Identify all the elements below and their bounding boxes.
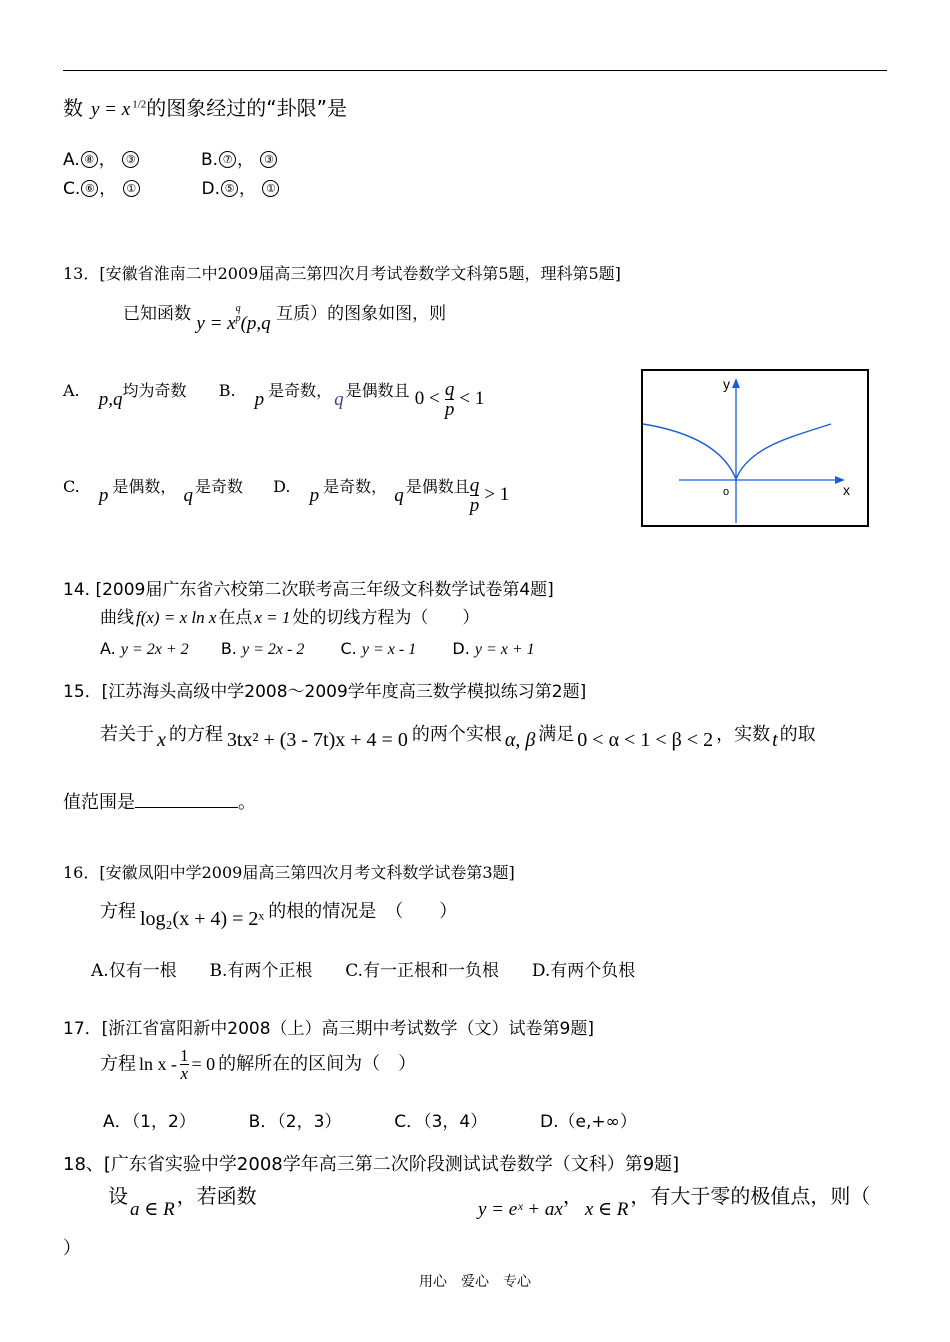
q16-option-b-label: B. [209,961,228,981]
q17-stem-prefix: 方程 [100,1053,136,1075]
q13-option-c-label: C. [63,477,80,496]
q13-option-d-den: p [469,495,480,516]
q12-option-a-label: A. [63,150,80,170]
q14-option-b-expr: y = 2x - 2 [241,641,305,658]
q13-stem-suffix: 互质）的图象如图，则 [276,304,447,324]
q13-graph-frame [642,370,868,526]
q16-stem [100,897,458,930]
q17-option-a-text: （1，2） [131,1112,196,1132]
q17-header: 17．[浙江省富阳新中2008（上）高三期中考试数学（文）试卷第9题] [63,1019,594,1039]
q15-t6: 的取 [779,724,816,745]
q16-option-d[interactable] [532,961,635,981]
q13-option-b-p: p [254,389,265,410]
q18-t2: ，若函数 [176,1184,257,1208]
q14-option-b-label: B. [220,639,237,658]
q16-option-b-text: 有两个正根 [227,961,313,981]
q14-option-d-label: D. [452,639,470,658]
q14-mid: 在点 [218,608,253,628]
q14-options [100,639,535,659]
q15-roots: α, β [504,729,536,751]
q12-options-row1 [63,145,278,170]
q15-t1: 若关于 [100,724,154,745]
q17-option-b-text: （2，3） [277,1112,342,1132]
q13-option-c-d [63,468,510,516]
q15-t: t [772,729,778,751]
q13-option-d-q: q [394,485,404,506]
q17-stem-suffix: 的解所在的区间为（ ） [218,1053,417,1075]
q16-option-b[interactable] [210,961,313,981]
q14-option-a-label: A. [100,639,116,658]
q17-eq-left: ln x - [139,1053,177,1074]
q14-stem-prefix: 曲线 [100,608,134,628]
q12-option-c-mark1: ⑥ [81,180,98,197]
q13-option-c-p: p [98,485,109,506]
q13-option-b-t2: 是偶数且 [345,381,410,400]
q18-stem-right [478,1180,871,1220]
q13-option-d-t2: 是偶数且 [405,477,470,496]
q12-option-a-mark2: ③ [122,151,139,168]
q15-line2-text: 值范围是 [63,792,135,813]
q14-option-b[interactable] [221,639,304,658]
q13-option-d-frac [470,476,480,515]
q13-option-a[interactable] [63,381,187,410]
q14-option-c-label: C. [340,639,357,658]
q13-option-c[interactable] [63,477,243,506]
q13-exponent [236,304,241,324]
q13-option-d[interactable] [273,475,510,516]
q16-option-a-label: A. [91,961,109,981]
q14-header: 14. [2009届广东省六校第二次联考高三年级文科数学试卷第4题] [63,580,554,600]
q14-point: x = 1 [254,608,291,627]
q13-option-a-b [63,372,485,420]
q15-t2: 的方程 [168,724,223,745]
q13-graph-y-label: y [723,376,730,392]
q13-exp-num: q [235,303,241,314]
q12-option-d-mark2: ① [262,180,279,197]
header-rule [63,70,887,71]
q14-stem-suffix: 处的切线方程为（ ） [292,608,480,628]
q14-option-c[interactable] [341,639,417,658]
q18-t3: ，有大于零的极值点，则（ [630,1184,871,1208]
q13-option-d-label: D. [273,477,291,496]
q12-option-c[interactable]: C. ⑥ ， ① [63,179,141,199]
q12-options-row2 [63,174,280,199]
q13-formula: y = x [196,313,236,334]
q12-option-a[interactable]: A. ⑧ ， ③ [63,150,140,170]
q16-option-d-label: D. [531,961,551,981]
q14-option-d-expr: y = x + 1 [474,641,535,658]
q18-domain: x ∈ R [584,1199,629,1220]
q12-option-b[interactable]: B. ⑦ ， ③ [201,150,278,170]
q14-formula: f(x) = x ln x [136,608,217,627]
q16-stem-suffix: 的根的情况是 （ ） [268,901,458,922]
q18-t1: 设 [108,1184,128,1208]
q15-header: 15．[江苏海头高级中学2008～2009学年度高三数学模拟练习第2题] [63,682,587,702]
q16-option-a[interactable] [91,961,177,981]
q14-option-d[interactable] [452,639,534,658]
q12-exponent: 1/2 [132,98,147,111]
q12-stem-prefix: 数 [63,96,83,120]
q17-option-d-label: D. [540,1112,559,1132]
q17-option-d[interactable] [540,1112,637,1132]
q16-option-c[interactable] [345,961,499,981]
q17-option-d-text: （e,+∞） [558,1112,637,1132]
q14-option-a[interactable] [100,639,189,658]
q12-stem-suffix: 的图象经过的“卦限”是 [146,96,347,120]
q13-option-b-t1: 是奇数， [268,381,333,400]
q13-option-b-num: q [444,379,455,400]
q18-separator: ， [562,1184,583,1208]
q15-stem [100,720,816,751]
q13-header: 13．[安徽省淮南二中2009届高三第四次月考试卷数学文科第5题，理科第5题] [63,264,621,283]
q12-option-d-mark1: ⑤ [221,180,238,197]
q14-stem [100,603,479,628]
q13-option-a-pq: p,q [98,389,123,410]
q16-stem-prefix: 方程 [100,901,136,922]
q13-option-d-p: p [309,485,320,506]
page-footer: 用心 爱心 专心 [419,1274,531,1290]
q16-option-d-text: 有两个负根 [550,961,636,981]
q14-option-c-expr: y = x - 1 [361,641,417,658]
q13-stem-prefix: 已知函数 [123,304,191,324]
q17-options [103,1107,637,1132]
q12-option-b-label: B. [200,150,219,170]
q15-condition: 0 < α < 1 < β < 2 [577,729,714,751]
q17-option-c-label: C． [394,1112,424,1132]
q18-function: y = eˣ + ax [478,1199,563,1220]
q15-equation: 3tx² + (3 - 7t)x + 4 = 0 [226,729,408,751]
q18-header-text: 18、[广东省实验中学2008学年高三第二次阶段测试试卷数学（文科）第9题] [63,1154,680,1175]
q13-graph-origin-label: o [723,486,730,498]
q17-frac [180,1047,189,1082]
q15-line2 [63,788,256,814]
q12-stem [63,92,347,121]
q13-formula-suffix: (p,q [240,313,271,334]
q16-header: 16．[安徽凤阳中学2009届高三第四次月考文科数学试卷第3题] [63,863,515,882]
q17-stem [100,1047,416,1082]
q16-options [91,956,635,981]
q12-option-c-mark2: ① [123,180,140,197]
q16-equation: log₂(x + 4) = 2ˣ [140,908,265,930]
q13-option-a-text: 均为奇数 [122,381,187,400]
q13-option-b-frac [445,380,455,419]
q13-option-c-q: q [183,485,193,506]
q13-option-a-label: A. [63,381,80,400]
q16-option-a-text: 仅有一根 [108,961,177,981]
q15-t5: ，实数 [716,724,771,745]
q13-option-d-t1: 是奇数， [323,477,388,496]
q13-option-d-ineq-right: > 1 [484,484,510,505]
q13-graph [641,369,869,527]
q17-eq-right: = 0 [191,1053,216,1074]
q18-header [63,1150,679,1176]
q16-option-c-text: 有一正根和一负根 [363,961,500,981]
q12-option-c-label: C. [63,179,81,199]
q15-x: x [157,729,166,751]
q14-option-a-expr: y = 2x + 2 [120,641,189,658]
q16-option-c-label: C. [345,961,364,981]
q12-option-b-mark2: ③ [260,151,277,168]
q13-option-b[interactable] [218,379,485,420]
q13-option-b-ineq-right: < 1 [459,388,485,409]
q13-option-c-t1: 是偶数， [112,477,177,496]
q15-t3: 的两个实根 [411,724,502,745]
q18-line2: ） [63,1238,81,1259]
q17-frac-num: 1 [180,1046,189,1065]
q17-option-a-label: A． [103,1112,132,1132]
q17-option-c[interactable] [394,1112,487,1132]
q17-option-b[interactable] [249,1112,342,1132]
q17-option-c-text: （3，4） [423,1112,488,1132]
q18-stem-left [108,1180,257,1220]
q13-option-b-q: q [334,389,344,410]
q18-condition: a ∈ R [130,1199,175,1220]
q12-option-d-label: D. [201,179,220,199]
q13-option-b-label: B. [218,381,236,400]
q17-frac-den: x [180,1064,189,1083]
q17-option-a[interactable] [103,1112,196,1132]
q13-stem [123,299,447,334]
q13-option-b-ineq-left: 0 < [414,388,440,409]
q12-option-a-mark1: ⑧ [81,151,98,168]
q17-option-b-label: B． [248,1112,278,1132]
q12-formula: y = x [91,99,131,120]
q12-option-b-mark1: ⑦ [219,151,236,168]
q13-option-c-t2: 是奇数 [194,477,243,496]
q15-t4: 满足 [538,724,575,745]
q13-graph-x-label: x [843,482,850,498]
q15-line2-end: 。 [238,792,256,813]
q13-option-d-num: q [469,475,480,496]
q15-answer-blank[interactable] [135,793,238,808]
q13-option-b-den: p [444,399,455,420]
q13-exp-den: p [235,313,241,324]
q12-option-d[interactable]: D. ⑤ ， ① [202,179,281,199]
